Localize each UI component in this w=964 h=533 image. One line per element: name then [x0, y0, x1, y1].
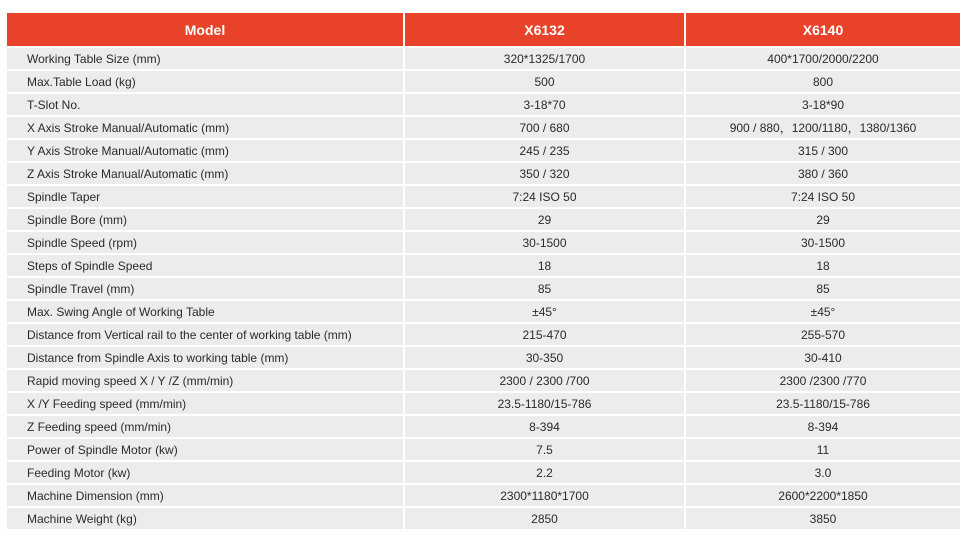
x6132-cell: 500 — [405, 71, 684, 92]
table-row — [7, 163, 960, 184]
x6140-cell: 85 — [686, 278, 960, 299]
x6132-cell: 85 — [405, 278, 684, 299]
table-row — [7, 232, 960, 253]
table-row — [7, 485, 960, 506]
param-cell: Steps of Spindle Speed — [7, 255, 403, 276]
table-row — [7, 508, 960, 529]
x6132-cell: 7:24 ISO 50 — [405, 186, 684, 207]
x6140-cell: 7:24 ISO 50 — [686, 186, 960, 207]
param-cell: Feeding Motor (kw) — [7, 462, 403, 483]
x6140-cell: 11 — [686, 439, 960, 460]
x6140-cell: ±45° — [686, 301, 960, 322]
table-row — [7, 439, 960, 460]
param-cell: Rapid moving speed X / Y /Z (mm/min) — [7, 370, 403, 391]
table-row — [7, 370, 960, 391]
x6132-cell: 3-18*70 — [405, 94, 684, 115]
table-row — [7, 140, 960, 161]
header-model: Model — [7, 13, 403, 46]
param-cell: Machine Weight (kg) — [7, 508, 403, 529]
param-cell: Working Table Size (mm) — [7, 48, 403, 69]
param-cell: Y Axis Stroke Manual/Automatic (mm) — [7, 140, 403, 161]
x6132-cell: 700 / 680 — [405, 117, 684, 138]
param-cell: Max.Table Load (kg) — [7, 71, 403, 92]
x6132-cell: 30-350 — [405, 347, 684, 368]
spec-table — [5, 11, 962, 531]
table-row — [7, 347, 960, 368]
header-x6140: X6140 — [686, 13, 960, 46]
param-cell: Z Axis Stroke Manual/Automatic (mm) — [7, 163, 403, 184]
table-row — [7, 186, 960, 207]
param-cell: Distance from Spindle Axis to working table (mm) — [7, 347, 403, 368]
x6140-cell: 380 / 360 — [686, 163, 960, 184]
table-row — [7, 301, 960, 322]
x6132-cell: 350 / 320 — [405, 163, 684, 184]
param-cell: X Axis Stroke Manual/Automatic (mm) — [7, 117, 403, 138]
x6140-cell: 255-570 — [686, 324, 960, 345]
x6140-cell: 2300 /2300 /770 — [686, 370, 960, 391]
header-row — [7, 13, 960, 46]
table-row — [7, 94, 960, 115]
table-row — [7, 71, 960, 92]
x6132-cell: 23.5-1180/15-786 — [405, 393, 684, 414]
table-row — [7, 393, 960, 414]
table-row — [7, 255, 960, 276]
table-row — [7, 48, 960, 69]
table-row — [7, 278, 960, 299]
param-cell: Distance from Vertical rail to the center of working table (mm) — [7, 324, 403, 345]
x6132-cell: 2.2 — [405, 462, 684, 483]
x6140-cell: 3-18*90 — [686, 94, 960, 115]
x6140-cell: 3850 — [686, 508, 960, 529]
x6132-cell: 215-470 — [405, 324, 684, 345]
param-cell: Z Feeding speed (mm/min) — [7, 416, 403, 437]
table-row — [7, 416, 960, 437]
x6140-cell: 315 / 300 — [686, 140, 960, 161]
param-cell: Spindle Travel (mm) — [7, 278, 403, 299]
param-cell: Spindle Speed (rpm) — [7, 232, 403, 253]
x6140-cell: 3.0 — [686, 462, 960, 483]
table-header — [7, 13, 960, 46]
x6132-cell: 30-1500 — [405, 232, 684, 253]
x6140-cell: 29 — [686, 209, 960, 230]
table-row — [7, 209, 960, 230]
param-cell: Machine Dimension (mm) — [7, 485, 403, 506]
table-row — [7, 117, 960, 138]
param-cell: Max. Swing Angle of Working Table — [7, 301, 403, 322]
x6132-cell: ±45° — [405, 301, 684, 322]
x6132-cell: 2300*1180*1700 — [405, 485, 684, 506]
x6140-cell: 2600*2200*1850 — [686, 485, 960, 506]
param-cell: Spindle Bore (mm) — [7, 209, 403, 230]
table-body — [7, 48, 960, 529]
x6140-cell: 30-1500 — [686, 232, 960, 253]
x6140-cell: 18 — [686, 255, 960, 276]
x6140-cell: 800 — [686, 71, 960, 92]
x6132-cell: 320*1325/1700 — [405, 48, 684, 69]
x6140-cell: 900 / 880，1200/1180，1380/1360 — [686, 117, 960, 138]
x6140-cell: 400*1700/2000/2200 — [686, 48, 960, 69]
table-row — [7, 324, 960, 345]
param-cell: Spindle Taper — [7, 186, 403, 207]
x6132-cell: 8-394 — [405, 416, 684, 437]
x6132-cell: 18 — [405, 255, 684, 276]
x6132-cell: 2850 — [405, 508, 684, 529]
x6132-cell: 29 — [405, 209, 684, 230]
x6132-cell: 2300 / 2300 /700 — [405, 370, 684, 391]
param-cell: X /Y Feeding speed (mm/min) — [7, 393, 403, 414]
x6140-cell: 8-394 — [686, 416, 960, 437]
x6140-cell: 30-410 — [686, 347, 960, 368]
table-row — [7, 462, 960, 483]
x6140-cell: 23.5-1180/15-786 — [686, 393, 960, 414]
x6132-cell: 245 / 235 — [405, 140, 684, 161]
x6132-cell: 7.5 — [405, 439, 684, 460]
param-cell: T-Slot No. — [7, 94, 403, 115]
param-cell: Power of Spindle Motor (kw) — [7, 439, 403, 460]
header-x6132: X6132 — [405, 13, 684, 46]
